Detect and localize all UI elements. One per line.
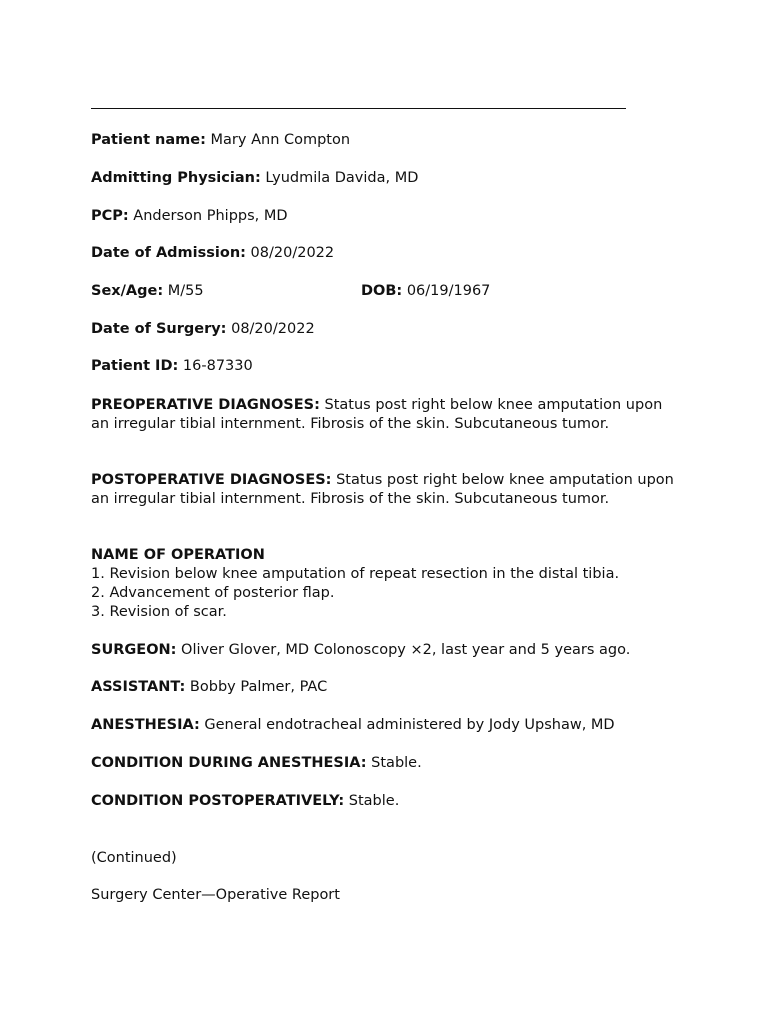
condition-during-anesthesia-label: CONDITION DURING ANESTHESIA: bbox=[91, 755, 367, 771]
date-of-admission-field bbox=[91, 244, 334, 263]
header-rule bbox=[91, 108, 626, 109]
surgeon-label: SURGEON: bbox=[91, 642, 177, 658]
assistant-value: Bobby Palmer, PAC bbox=[185, 679, 328, 695]
anesthesia-label: ANESTHESIA: bbox=[91, 717, 200, 733]
postoperative-diagnoses-value: Status post right below knee amputation upon an irregular tibial internment. Fibrosis of the skin. Subcutaneous tumor. bbox=[91, 472, 674, 507]
patient-name-value: Mary Ann Compton bbox=[205, 132, 351, 148]
postoperative-diagnoses-field bbox=[91, 471, 681, 509]
date-of-surgery-field bbox=[91, 320, 315, 339]
dob-value: 06/19/1967 bbox=[402, 283, 491, 299]
date-of-surgery-label: Date of Surgery: bbox=[91, 321, 227, 337]
continued-note: (Continued) bbox=[91, 850, 177, 866]
postoperative-diagnoses-label: POSTOPERATIVE DIAGNOSES: bbox=[91, 472, 332, 488]
sex-age-field bbox=[91, 282, 204, 301]
admitting-physician-value: Lyudmila Davida, MD bbox=[260, 170, 419, 186]
operation-list-item: 1. Revision below knee amputation of repeat resection in the distal tibia. bbox=[91, 566, 620, 582]
sex-age-label: Sex/Age: bbox=[91, 283, 164, 299]
condition-during-anesthesia-value: Stable. bbox=[366, 755, 422, 771]
anesthesia-field bbox=[91, 716, 615, 735]
report-footer-title: Surgery Center—Operative Report bbox=[91, 887, 340, 903]
preoperative-diagnoses-field bbox=[91, 396, 681, 434]
condition-during-anesthesia-field bbox=[91, 754, 422, 773]
patient-id-field bbox=[91, 357, 253, 376]
condition-postoperatively-field bbox=[91, 792, 399, 811]
name-of-operation-heading: NAME OF OPERATION bbox=[91, 547, 265, 563]
preoperative-diagnoses-value: Status post right below knee amputation upon an irregular tibial internment. Fibrosis of the skin. Subcutaneous tumor. bbox=[91, 397, 663, 432]
surgeon-value: Oliver Glover, MD Colonoscopy ×2, last year and 5 years ago. bbox=[176, 642, 631, 658]
patient-id-value: 16-87330 bbox=[178, 358, 253, 374]
date-of-admission-value: 08/20/2022 bbox=[245, 245, 335, 261]
assistant-field bbox=[91, 678, 327, 697]
pcp-label: PCP: bbox=[91, 208, 129, 224]
date-of-surgery-value: 08/20/2022 bbox=[226, 321, 315, 337]
sex-age-value: M/55 bbox=[163, 283, 204, 299]
surgeon-field bbox=[91, 641, 630, 660]
preoperative-diagnoses-label: PREOPERATIVE DIAGNOSES: bbox=[91, 397, 320, 413]
patient-id-label: Patient ID: bbox=[91, 358, 179, 374]
assistant-label: ASSISTANT: bbox=[91, 679, 186, 695]
operation-list-item: 2. Advancement of posterior flap. bbox=[91, 585, 335, 601]
patient-name-field bbox=[91, 131, 350, 150]
admitting-physician-label: Admitting Physician: bbox=[91, 170, 261, 186]
condition-postoperatively-value: Stable. bbox=[344, 793, 400, 809]
pcp-value: Anderson Phipps, MD bbox=[128, 208, 288, 224]
condition-postoperatively-label: CONDITION POSTOPERATIVELY: bbox=[91, 793, 345, 809]
dob-label: DOB: bbox=[361, 283, 403, 299]
operation-list-item: 3. Revision of scar. bbox=[91, 604, 227, 620]
anesthesia-value: General endotracheal administered by Jody Upshaw, MD bbox=[199, 717, 615, 733]
admitting-physician-field bbox=[91, 169, 418, 188]
date-of-admission-label: Date of Admission: bbox=[91, 245, 246, 261]
dob-field bbox=[361, 282, 490, 301]
pcp-field bbox=[91, 207, 288, 226]
patient-name-label: Patient name: bbox=[91, 132, 206, 148]
